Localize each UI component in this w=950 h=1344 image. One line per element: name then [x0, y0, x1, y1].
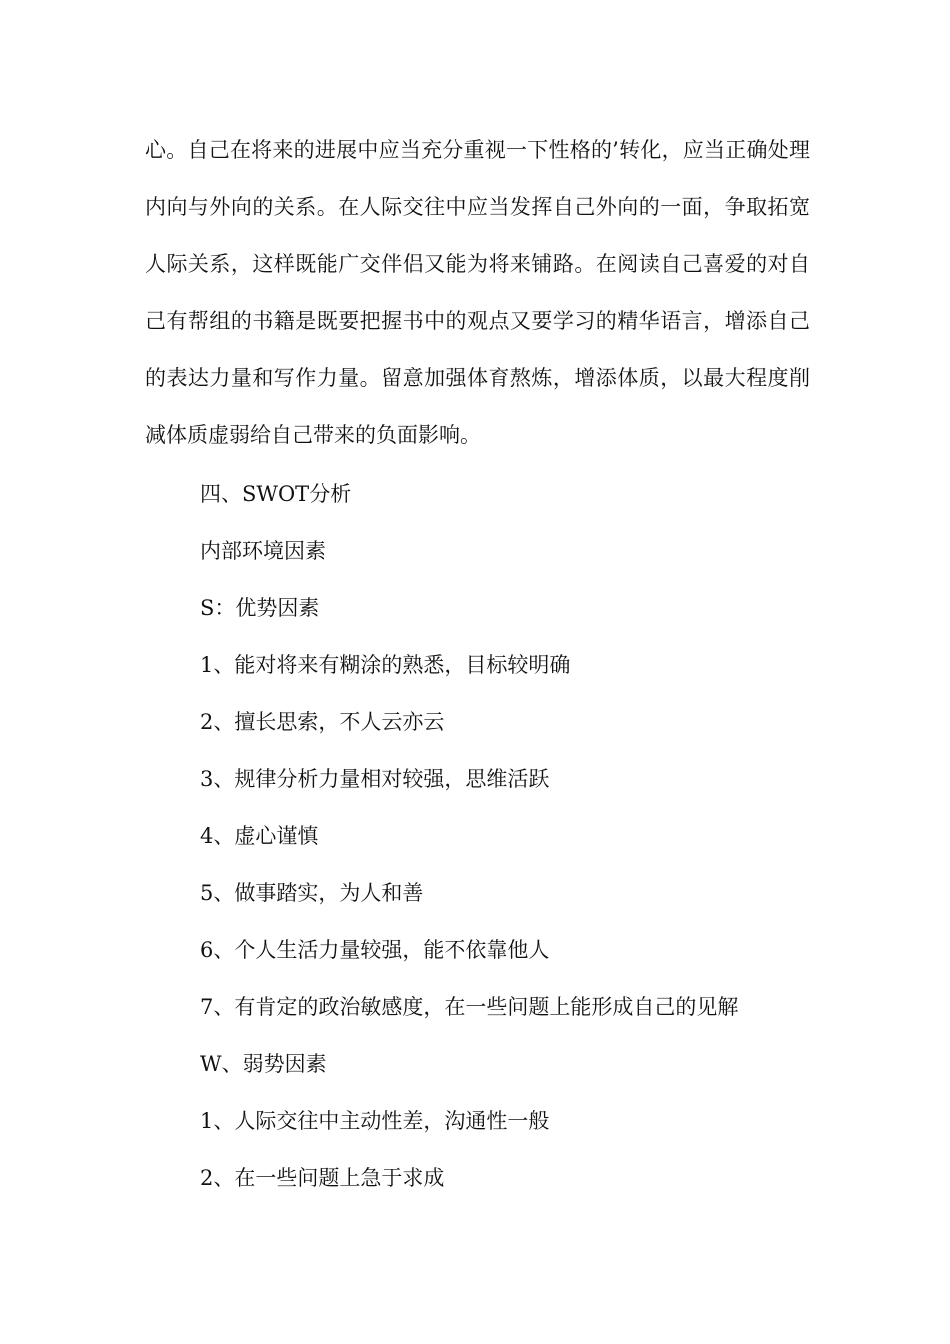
strength-item-7: 7、有肯定的政治敏感度，在一些问题上能形成自己的见解	[200, 995, 739, 1019]
subheading-internal-factors: 内部环境因素	[200, 539, 326, 563]
strength-item-6: 6、个人生活力量较强，能不依靠他人	[200, 938, 550, 962]
body-paragraph: 心。自己在将来的进展中应当充分重视一下性格的’转化，应当正确处理内向与外向的关系。在人际交往中应当发挥自己外向的一面，争取拓宽人际关系，这样既能广交伴侣又能为将来铺路。在阅读自己喜爱的对自己有帮组的书籍是既要把握书中的观点又要学习的精华语言，增添自己的表达力量和写作力量。留意加强体育熬炼，增添体质，以最大程度削减体质虚弱给自己带来的负面影响。	[145, 138, 810, 447]
strength-item-5: 5、做事踏实，为人和善	[200, 881, 424, 905]
section-heading-swot: 四、SWOT分析	[200, 482, 352, 506]
strength-item-1: 1、能对将来有糊涂的熟悉，目标较明确	[200, 653, 571, 677]
weakness-item-1: 1、人际交往中主动性差，沟通性一般	[200, 1109, 550, 1133]
strength-item-3: 3、规律分析力量相对较强，思维活跃	[200, 767, 550, 791]
strength-item-4: 4、虚心谨慎	[200, 824, 319, 848]
strength-item-2: 2、擅长思索，不人云亦云	[200, 710, 445, 734]
weakness-item-2: 2、在一些问题上急于求成	[200, 1166, 445, 1190]
subheading-weaknesses: W、弱势因素	[200, 1052, 327, 1076]
subheading-strengths: S：优势因素	[200, 596, 320, 620]
